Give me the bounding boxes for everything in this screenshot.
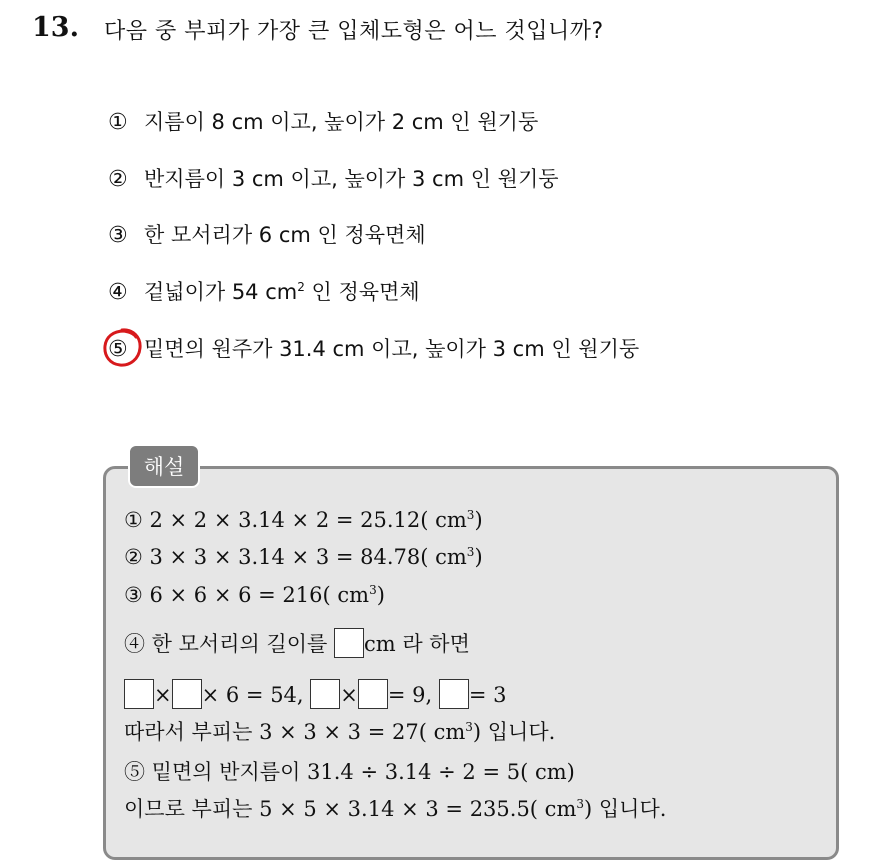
blank-box (172, 679, 202, 709)
answer-mark-circle (100, 325, 144, 369)
solution-text: ) (376, 583, 385, 607)
question-number: 13. (32, 12, 79, 43)
solution-text: ) (474, 508, 483, 532)
solution-line-1 (124, 508, 483, 532)
solution-line-6 (124, 716, 555, 746)
solution-text: 따라서 부피는 3 × 3 × 3 = 27( cm (124, 720, 466, 744)
solution-text: × (154, 683, 172, 707)
solution-text: × (340, 683, 358, 707)
option-text: 지름이 8 cm 이고, 높이가 2 cm 인 원기둥 (144, 110, 539, 134)
solution-line-2 (124, 545, 483, 569)
option-number: ④ (108, 280, 128, 305)
solution-text: × 6 = 54, (201, 683, 311, 707)
solution-line-4 (124, 628, 470, 658)
question-text: 다음 중 부피가 가장 큰 입체도형은 어느 것입니까? (104, 19, 604, 44)
option-1[interactable] (108, 106, 538, 136)
solution-text: = 9, (387, 683, 439, 707)
option-text: 겉넓이가 54 cm (144, 280, 298, 304)
solution-text: ③ 6 × 6 × 6 = 216( cm (124, 583, 370, 607)
option-text-tail: 인 정육면체 (304, 280, 420, 304)
option-5[interactable] (108, 333, 639, 363)
solution-label: 해설 (128, 444, 200, 488)
solution-text: = 3 (468, 683, 507, 707)
solution-text: ④ 한 모서리의 길이를 (124, 632, 334, 656)
superscript: 3 (465, 720, 473, 734)
superscript: 2 (297, 280, 305, 294)
solution-line-3 (124, 583, 385, 607)
blank-box (439, 679, 469, 709)
solution-text: 이므로 부피는 5 × 5 × 3.14 × 3 = 235.5( cm (124, 797, 577, 821)
blank-box (310, 679, 340, 709)
solution-text: ) 입니다. (584, 797, 667, 821)
option-2[interactable] (108, 163, 559, 193)
option-text: 밑면의 원주가 31.4 cm 이고, 높이가 3 cm 인 원기둥 (144, 337, 640, 361)
solution-line-7 (124, 756, 575, 786)
solution-text: ) 입니다. (472, 720, 556, 744)
option-number: ⑤ (108, 337, 128, 362)
solution-line-5 (124, 679, 507, 709)
solution-text: ① 2 × 2 × 3.14 × 2 = 25.12( cm (124, 508, 467, 532)
solution-text: ⑤ 밑면의 반지름이 31.4 ÷ 3.14 ÷ 2 = 5( cm) (124, 760, 575, 784)
option-3[interactable] (108, 219, 426, 249)
superscript: 3 (369, 583, 377, 597)
blank-box (124, 679, 154, 709)
option-text: 반지름이 3 cm 이고, 높이가 3 cm 인 원기둥 (144, 167, 559, 191)
superscript: 3 (466, 545, 475, 559)
solution-line-8 (124, 793, 666, 823)
option-text: 한 모서리가 6 cm 인 정육면체 (144, 223, 426, 247)
superscript: 3 (576, 797, 584, 811)
blank-box (358, 679, 388, 709)
blank-box (334, 628, 364, 658)
option-number: ② (108, 167, 128, 192)
option-number: ③ (108, 223, 128, 248)
option-4[interactable] (108, 276, 420, 306)
solution-text: cm 라 하면 (364, 632, 470, 656)
option-number: ① (108, 110, 128, 135)
solution-text: ② 3 × 3 × 3.14 × 3 = 84.78( cm (124, 545, 467, 569)
superscript: 3 (466, 508, 475, 522)
solution-text: ) (474, 545, 483, 569)
